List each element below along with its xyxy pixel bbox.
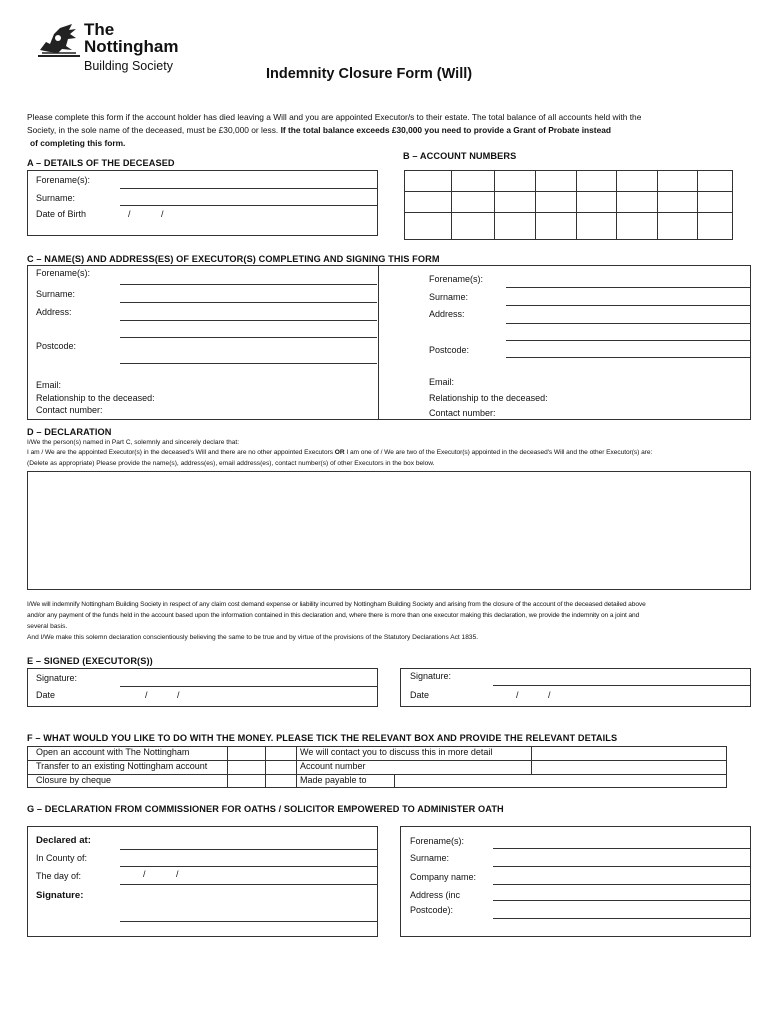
executor1-signature-label: Signature: — [36, 673, 78, 683]
deceased-forenames-field[interactable] — [120, 188, 377, 189]
executor1-contact-label[interactable]: Contact number: — [36, 405, 103, 415]
executor2-date-slash-1[interactable]: / — [516, 690, 519, 700]
intro-line-2 — [27, 124, 611, 137]
option-cheque-label: Closure by cheque — [36, 775, 112, 785]
section-f-heading: F – WHAT WOULD YOU LIKE TO DO WITH THE MONEY. PLEASE TICK THE RELEVANT BOX AND PROVIDE THE RELEVANT DETAILS — [27, 733, 618, 743]
account-grid-col-4 — [576, 170, 577, 240]
indemnity-line-4: And I/We make this solemn declaration conscientiously believing the same to be true and by virtue of the provisions of the Statutory Declarations Act 1835. — [27, 634, 479, 641]
company-name-field[interactable] — [493, 884, 750, 885]
executor1-address-field-2[interactable] — [120, 337, 377, 338]
declaration-line-3: (Delete as appropriate) Please provide the name(s), address(es), email address(es), contact number(s) of other Executors in the box below. — [27, 460, 435, 467]
commissioner-surname-label: Surname: — [410, 853, 450, 863]
commissioner-forenames-field[interactable] — [493, 848, 750, 849]
company-name-label: Company name: — [410, 872, 477, 882]
executor1-address-label: Address: — [36, 307, 72, 317]
executor2-address-field-1[interactable] — [506, 323, 751, 324]
the-day-slash-1[interactable]: / — [143, 869, 146, 879]
account-grid-col-2 — [494, 170, 495, 240]
building-society-logo-icon — [36, 20, 82, 60]
declaration-line-2 — [27, 449, 652, 458]
account-grid-row-divider-1 — [404, 191, 733, 192]
executor2-postcode-label: Postcode: — [429, 345, 470, 355]
money-table-col-3 — [296, 746, 297, 788]
account-grid-col-7 — [697, 170, 698, 240]
executor1-surname-field[interactable] — [120, 302, 377, 303]
account-grid-col-6 — [657, 170, 658, 240]
option-cheque-checkbox[interactable] — [228, 775, 264, 787]
executor2-signature-box — [400, 668, 751, 707]
commissioner-address-field-1[interactable] — [493, 900, 750, 901]
commissioner-address-label-1: Address (inc — [410, 890, 461, 900]
section-c-heading: C – NAME(S) AND ADDRESS(ES) OF EXECUTOR(S) COMPLETING AND SIGNING THIS FORM — [27, 254, 440, 264]
account-number-label: Account number — [300, 761, 366, 771]
executor1-date-slash-2[interactable]: / — [177, 690, 180, 700]
executor1-relationship-label[interactable]: Relationship to the deceased: — [36, 393, 155, 403]
option-open-account-checkbox[interactable] — [228, 747, 264, 759]
section-c-divider — [378, 265, 379, 420]
indemnity-line-1: I/We will indemnify Nottingham Building Society in respect of any claim cost demand expense or liability incurred by Nottingham Building Society and arising from the closure of the account of the deceased detailed above — [27, 601, 646, 608]
intro-line-3: of completing this form. — [30, 138, 126, 148]
executor2-date-slash-2[interactable]: / — [548, 690, 551, 700]
account-grid-row-divider-2 — [404, 212, 733, 213]
in-county-label: In County of: — [36, 853, 88, 863]
option-transfer-label: Transfer to an existing Nottingham account — [36, 761, 208, 771]
logo-text-the: The — [84, 20, 115, 39]
account-number-field[interactable] — [532, 761, 726, 773]
declaration-line-2a: I am / We are the appointed Executor(s) in the deceased's Will and there are no other appointed Executors — [27, 449, 333, 456]
declaration-line-1: I/We the person(s) named in Part C, solemnly and sincerely declare that: — [27, 439, 240, 446]
logo-text-building-society: Building Society — [84, 59, 173, 73]
executor2-email-label[interactable]: Email: — [429, 377, 455, 387]
account-numbers-grid[interactable] — [404, 170, 733, 240]
executor2-forenames-field[interactable] — [506, 287, 751, 288]
logo-text-nottingham: Nottingham — [84, 37, 179, 56]
page-title: Indemnity Closure Form (Will) — [266, 66, 473, 82]
executor1-surname-label: Surname: — [36, 289, 76, 299]
other-executors-box[interactable] — [27, 471, 751, 590]
intro-line-2-normal: Society, in the sole name of the deceased, must be £30,000 or less. — [27, 125, 279, 135]
executor1-forenames-field[interactable] — [120, 284, 377, 285]
section-e-heading: E – SIGNED (EXECUTOR(S)) — [27, 656, 153, 666]
commissioner-surname-field[interactable] — [493, 866, 750, 867]
executor1-address-field-1[interactable] — [120, 320, 377, 321]
deceased-dob-slash-2[interactable]: / — [161, 209, 164, 219]
deceased-dob-label: Date of Birth — [36, 209, 87, 219]
executor2-address-label: Address: — [429, 309, 465, 319]
executor1-email-label[interactable]: Email: — [36, 380, 62, 390]
commissioner-signature-label: Signature: — [36, 890, 84, 901]
intro-line-2-bold: If the total balance exceeds £30,000 you need to provide a Grant of Probate instead — [280, 125, 612, 135]
made-payable-field[interactable] — [395, 775, 726, 787]
commissioner-forenames-label: Forename(s): — [410, 836, 465, 846]
commissioner-address-label-2: Postcode): — [410, 905, 454, 915]
executor1-postcode-label: Postcode: — [36, 341, 77, 351]
executor2-signature-label: Signature: — [410, 671, 452, 681]
executor2-surname-label: Surname: — [429, 292, 469, 302]
in-county-field[interactable] — [120, 866, 377, 867]
the-day-slash-2[interactable]: / — [176, 869, 179, 879]
executor1-date-label: Date — [36, 690, 56, 700]
executor2-postcode-field[interactable] — [506, 357, 751, 358]
deceased-surname-label: Surname: — [36, 193, 76, 203]
account-grid-col-1 — [451, 170, 452, 240]
made-payable-label: Made payable to — [300, 775, 367, 785]
declaration-line-2b: I am one of / We are two of the Executor(s) appointed in the deceased's Will and the other Executor(s) are: — [346, 449, 653, 456]
section-g-heading: G – DECLARATION FROM COMMISSIONER FOR OATHS / SOLICITOR EMPOWERED TO ADMINISTER OATH — [27, 804, 504, 814]
executor2-relationship-label[interactable]: Relationship to the deceased: — [429, 393, 548, 403]
intro-line-1: Please complete this form if the account holder has died leaving a Will and you are appointed Executor/s to their estate. The total balance of all accounts held with the — [27, 112, 642, 122]
executor1-postcode-field[interactable] — [120, 363, 377, 364]
option-contact-you-checkbox[interactable] — [532, 747, 726, 759]
executor1-forenames-label: Forename(s): — [36, 268, 91, 278]
section-d-heading: D – DECLARATION — [27, 427, 112, 437]
section-b-heading: B – ACCOUNT NUMBERS — [403, 151, 517, 161]
executor2-surname-field[interactable] — [506, 305, 751, 306]
account-grid-col-5 — [616, 170, 617, 240]
executor1-signature-box — [27, 668, 378, 707]
executor1-signature-field[interactable] — [120, 686, 377, 687]
the-day-field[interactable] — [120, 884, 377, 885]
executor1-date-slash-1[interactable]: / — [145, 690, 148, 700]
account-grid-col-3 — [535, 170, 536, 240]
option-open-account-label: Open an account with The Nottingham — [36, 747, 190, 757]
option-contact-you-label: We will contact you to discuss this in more detail — [300, 747, 493, 757]
commissioner-address-field-2[interactable] — [493, 918, 750, 919]
executor2-date-label: Date — [410, 690, 430, 700]
declared-at-label: Declared at: — [36, 835, 91, 846]
indemnity-line-2: and/or any payment of the funds held in the account based upon the information contained in this declaration and, where there is more than one executor making this declaration, we provide the indemnity on a joint and — [27, 612, 640, 619]
executor2-address-field-2[interactable] — [506, 340, 751, 341]
declaration-or: OR — [334, 449, 345, 456]
deceased-forenames-label: Forename(s): — [36, 175, 91, 185]
the-day-label: The day of: — [36, 871, 82, 881]
executor2-contact-label[interactable]: Contact number: — [429, 408, 496, 418]
section-a-heading: A – DETAILS OF THE DECEASED — [27, 158, 175, 168]
executor2-signature-field[interactable] — [493, 685, 750, 686]
executor2-forenames-label: Forename(s): — [429, 274, 484, 284]
declared-at-field[interactable] — [120, 849, 377, 850]
money-table-col-2 — [265, 746, 266, 788]
indemnity-line-3: several basis. — [27, 623, 68, 630]
deceased-dob-slash-1[interactable]: / — [128, 209, 131, 219]
deceased-surname-field[interactable] — [120, 205, 377, 206]
commissioner-signature-field[interactable] — [120, 921, 377, 922]
option-transfer-checkbox[interactable] — [228, 761, 264, 773]
